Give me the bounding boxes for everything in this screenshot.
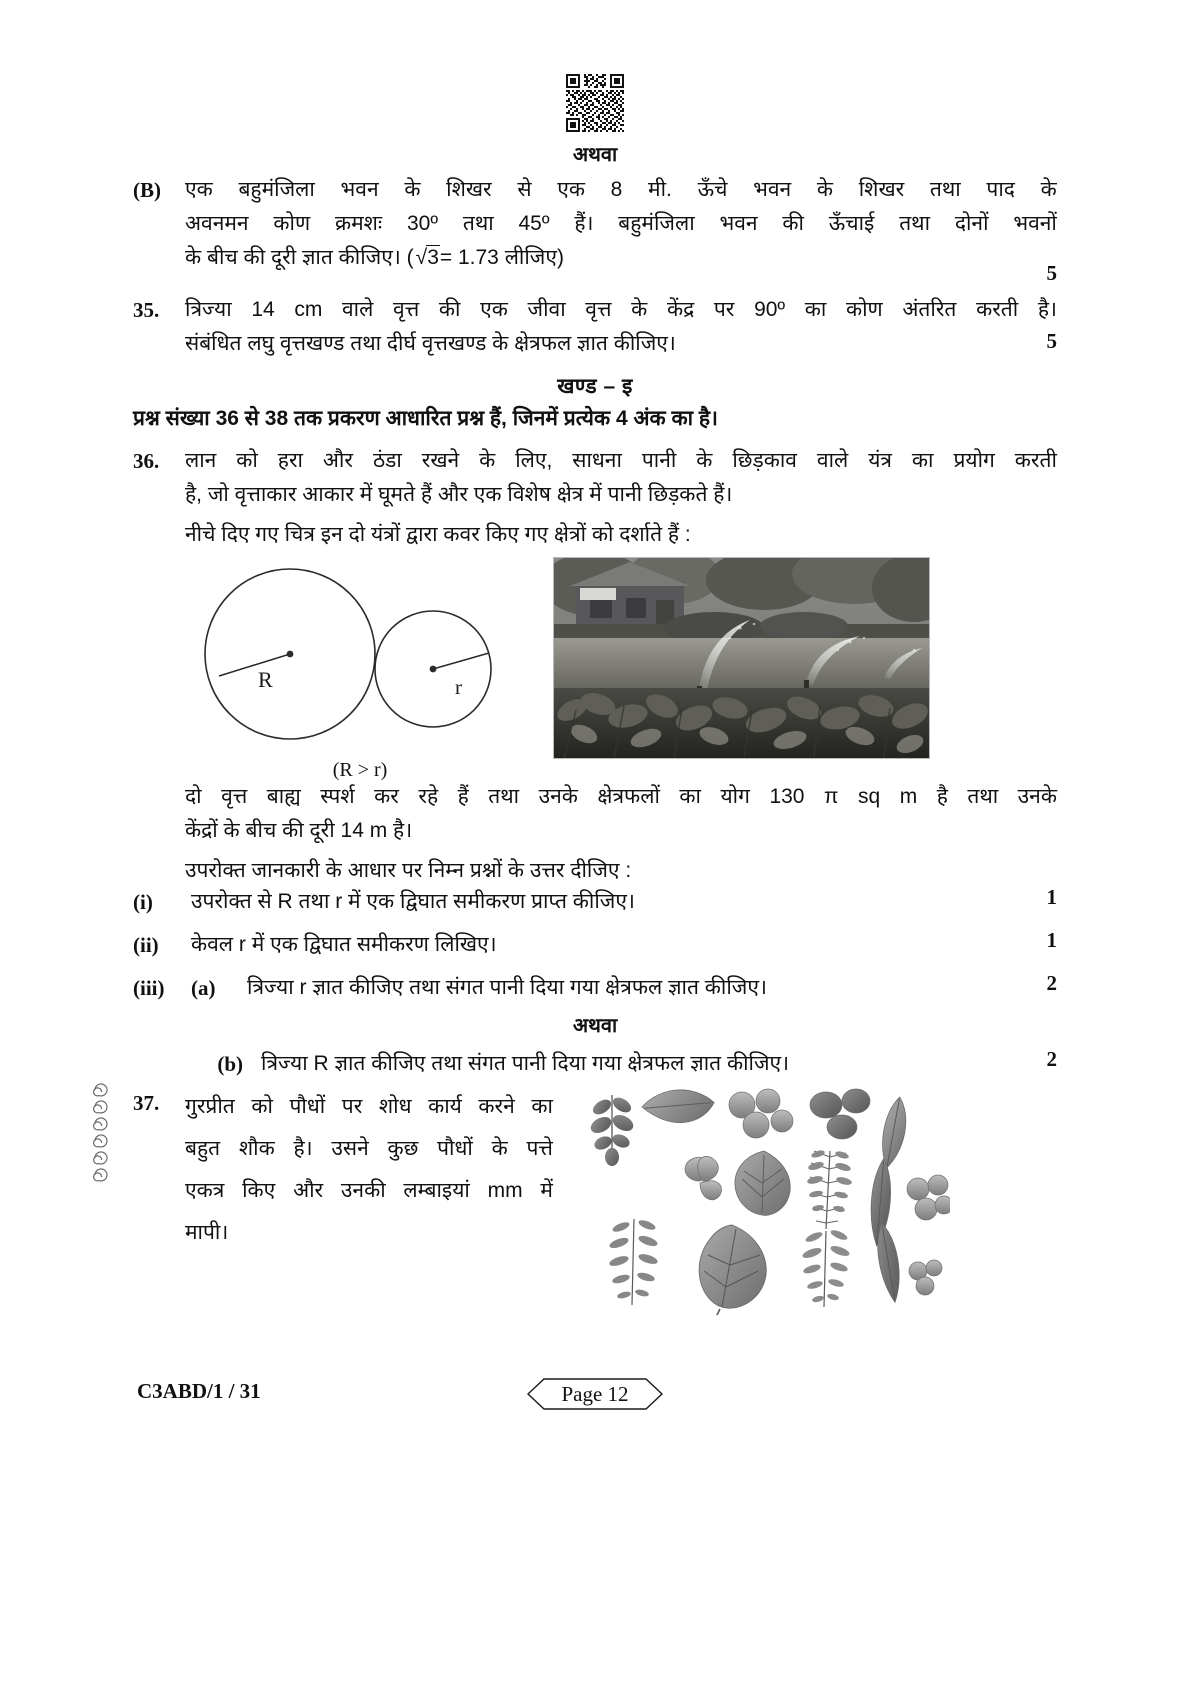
question-34b-line3-prefix: के बीच की दूरी ज्ञात कीजिए। ( — [185, 246, 414, 270]
alternative-label-top: अथवा — [572, 144, 618, 166]
alternative-label-q36: अथवा — [572, 1015, 618, 1037]
svg-text:R: R — [258, 667, 273, 692]
question-35-line1: त्रिज्या 14 cm वाले वृत्त की एक जीवा वृत्त के केंद्र पर 90º का कोण अंतरित करती है। — [185, 298, 1057, 321]
question-36-sub-i — [133, 885, 1057, 919]
page-number-badge — [510, 1375, 680, 1413]
tangent-circles-figure — [185, 557, 515, 782]
question-37-line2: बहुत शौक है। उसने कुछ पौधों के पत्ते — [185, 1137, 553, 1160]
question-36 — [133, 444, 1057, 552]
sub-question-iii-b-label: (b) — [217, 1052, 243, 1076]
question-36-number: 36. — [133, 449, 160, 473]
square-root-symbol: √3 — [415, 246, 439, 270]
question-34b-label: (B) — [133, 178, 161, 202]
question-36-para-line1: दो वृत्त बाह्य स्पर्श कर रहे हैं तथा उनके क्षेत्रफलों का योग 130 π sq m है तथा उनके — [185, 785, 1057, 808]
sub-question-ii-text: केवल r में एक द्विघात समीकरण लिखिए। — [191, 933, 497, 956]
question-36-para — [133, 780, 1057, 888]
page-number-text: Page 12 — [561, 1381, 629, 1406]
sub-question-iii-b-marks: 2 — [1046, 1047, 1057, 1071]
question-37-line4: मापी। — [185, 1221, 229, 1244]
section-heading: खण्ड – इ — [557, 375, 633, 398]
question-35-line2: संबंधित लघु वृत्तखण्ड तथा दीर्घ वृत्तखण्ड के क्षेत्रफल ज्ञात कीजिए। — [185, 332, 676, 356]
question-36-sub-ii — [133, 928, 1057, 962]
question-36-sub-iii-a — [133, 971, 1057, 1005]
pressed-leaves-photo — [560, 1075, 950, 1315]
sub-question-ii-label: (ii) — [133, 933, 159, 957]
question-34b-line3 — [185, 241, 1057, 275]
sub-question-iii-a-label: (a) — [191, 976, 216, 1000]
question-36-prompt: उपरोक्त जानकारी के आधार पर निम्न प्रश्नों के उत्तर दीजिए : — [185, 859, 632, 883]
lawn-sprinkler-photo — [553, 557, 930, 759]
question-37-number: 37. — [133, 1091, 160, 1115]
question-35-marks: 5 — [1046, 329, 1057, 353]
paper-code: C3ABD/1 / 31 — [137, 1379, 261, 1403]
question-34b — [133, 173, 1057, 275]
question-35 — [133, 293, 1057, 361]
question-36-line2: है, जो वृत्ताकार आकार में घूमते हैं और एक विशेष क्षेत्र में पानी छिड़कते हैं। — [185, 483, 733, 507]
question-37-line1: गुरप्रीत को पौधों पर शोध कार्य करने का — [185, 1095, 553, 1118]
section-note: प्रश्न संख्या 36 से 38 तक प्रकरण आधारित प्रश्न हैं, जिनमें प्रत्येक 4 अंक का है। — [133, 407, 718, 430]
sub-question-ii-marks: 1 — [1046, 928, 1057, 952]
sub-question-iii-a-text: त्रिज्या r ज्ञात कीजिए तथा संगत पानी दिया गया क्षेत्रफल ज्ञात कीजिए। — [247, 976, 767, 999]
tangent-circles-svg — [185, 557, 505, 752]
question-34b-marks: 5 — [1046, 261, 1057, 285]
question-36-line3: नीचे दिए गए चित्र इन दो यंत्रों द्वारा कवर किए गए क्षेत्रों को दर्शाते हैं : — [185, 523, 691, 547]
sub-question-i-label: (i) — [133, 890, 153, 914]
question-36-para-line2: केंद्रों के बीच की दूरी 14 m है। — [185, 819, 413, 843]
question-34b-line3-suffix: = 1.73 लीजिए) — [439, 246, 564, 270]
sub-question-iii-b-text: त्रिज्या R ज्ञात कीजिए तथा संगत पानी दिया गया क्षेत्रफल ज्ञात कीजिए। — [261, 1052, 790, 1075]
radicand: 3 — [427, 246, 439, 270]
question-34b-line2: अवनमन कोण क्रमशः 30º तथा 45º हैं। बहुमंजिला भवन की ऊँचाई तथा दोनों भवनों — [185, 212, 1057, 236]
circles-caption: (R > r) — [332, 759, 388, 781]
question-37 — [133, 1086, 553, 1254]
question-34b-line1: एक बहुमंजिला भवन के शिखर से एक 8 मी. ऊँचे भवन के शिखर तथा पाद के — [185, 178, 1057, 201]
sub-question-i-marks: 1 — [1046, 885, 1057, 909]
spiral-binding-marks — [88, 1082, 114, 1192]
sub-question-i-text: उपरोक्त से R तथा r में एक द्विघात समीकरण प्राप्त कीजिए। — [191, 890, 635, 913]
sub-question-iii-label: (iii) — [133, 976, 165, 1000]
question-35-number: 35. — [133, 298, 160, 322]
question-36-line1: लान को हरा और ठंडा रखने के लिए, साधना पानी के छिड़काव वाले यंत्र का प्रयोग करती — [185, 449, 1057, 472]
page-footer — [0, 1375, 1190, 1415]
svg-text:r: r — [455, 675, 462, 699]
question-37-line3: एकत्र किए और उनकी लम्बाइयां mm में — [185, 1179, 553, 1202]
qr-code-icon — [566, 74, 624, 132]
sub-question-iii-a-marks: 2 — [1046, 971, 1057, 995]
qr-code-container — [0, 74, 1190, 132]
